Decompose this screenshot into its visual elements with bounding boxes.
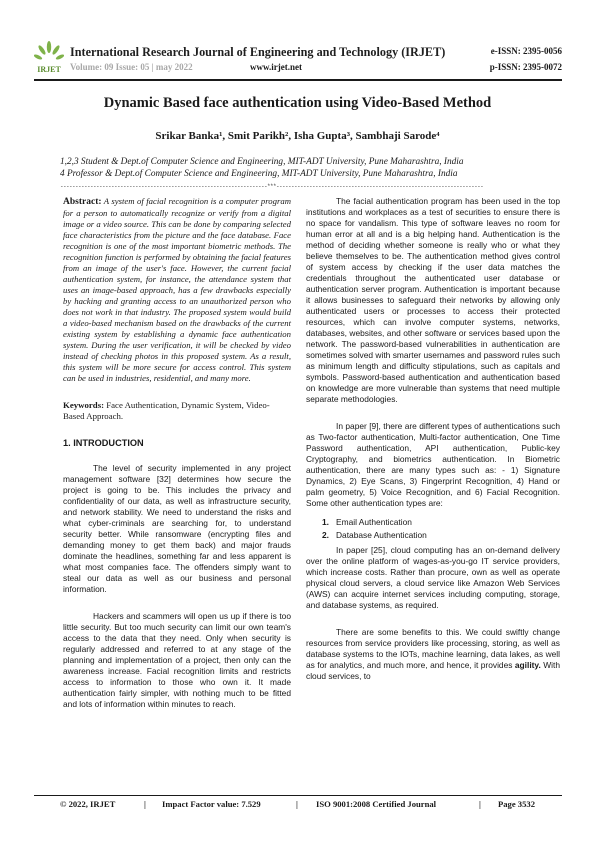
impact-factor: Impact Factor value: 7.529 — [162, 799, 261, 809]
header-divider — [34, 79, 562, 81]
footer-separator: | — [296, 799, 298, 809]
volume-issue: Volume: 09 Issue: 05 | may 2022 — [70, 62, 193, 72]
copyright: © 2022, IRJET — [60, 799, 116, 809]
section-heading-introduction: 1. INTRODUCTION — [63, 438, 144, 448]
footer-separator: | — [144, 799, 146, 809]
left-column — [63, 196, 291, 710]
journal-website: www.irjet.net — [250, 62, 302, 72]
intro-paragraph-1: The level of security implemented in any project management software [32] determines how secure the project is going to be. This includes the privacy and confidentiality of our data, as well as infrastructure security, and network stability. We need to understand the risks and what cyber-criminals are searching for, to understand security better. While ransomware (encrypting files and demanding money to get them back) and major frauds dominate the headlines, something far and less apparent is what most companies face. The offenders simply want to steal our data as well as our business and personal information. — [63, 463, 291, 594]
svg-text:IRJET: IRJET — [37, 65, 61, 74]
irjet-logo — [34, 40, 64, 76]
right-paragraph-2: In paper [9], there are different types of authentications such as Two-factor authentication, Multi-factor authentication, One Time Password authentication, API authentication, Public-key Cryptography, and biometrics authentication. In Biometric authentication, there are many types such as: - 1) Signature Dynamics, 2) Eye Scans, 3) Fingerprint Recognition, 4) Hand or palm geometry, 5) Voice Recognition, and 6) Facial Recognition. Some other authentication types are: — [306, 421, 560, 508]
footer-divider — [34, 795, 562, 796]
paper-title: Dynamic Based face authentication using Video-Based Method — [103, 95, 492, 111]
abstract-label: Abstract: — [63, 197, 102, 207]
right-column — [306, 196, 560, 682]
list-item: 1. Email Authentication — [322, 517, 412, 527]
right-paragraph-3: In paper [25], cloud computing has an on-demand delivery over the online platform of wages-as-you-go IT service providers, which increase costs. Rather than procure, own as well as operate physical cloud servers, a cloud service like Amazon Web Services (AWS) can acquire internet services including computing, storage, and database systems, as required. — [306, 545, 560, 610]
iso-certification: ISO 9001:2008 Certified Journal — [316, 799, 437, 809]
author-list: Srikar Banka¹, Smit Parikh², Isha Gupta³, Sambhaji Sarode⁴ — [155, 130, 440, 142]
intro-paragraph-2: Hackers and scammers will open us up if there is too little security. But too much security can limit our own team's access to the data that they need. Only when security is regularly addressed and referred to at any stage of the planning and implementation of a project, then only can the awareness increase. Facial recognition limits and restricts access to information to those who own it. It made authentication fairly simpler, with nothing much to be fitted and lots of information within minutes to reach. — [63, 611, 291, 709]
section-separator: ---------------------------------------------------------------------***--------------------------------------------------------------------- — [60, 183, 484, 190]
page-footer — [34, 799, 562, 813]
footer-separator: | — [479, 799, 481, 809]
p-issn: p-ISSN: 2395-0072 — [489, 62, 562, 72]
keywords — [63, 400, 291, 422]
journal-header — [34, 40, 562, 80]
right-paragraph-4: There are some benefits to this. We could swiftly change resources from service providers like processing, storing, as well as database systems to the IOTs, machine learning, data lakes, as well as for analytics, and much more, and hence, it provides agility. With cloud services, to — [306, 627, 561, 681]
agility-term: agility. — [514, 660, 541, 670]
auth-type-list — [322, 517, 560, 541]
keywords-label: Keywords: — [63, 400, 105, 410]
abstract — [63, 196, 291, 384]
journal-title: International Research Journal of Engineering and Technology (IRJET) — [70, 45, 446, 59]
abstract-text: A system of facial recognition is a computer program for a person to automatically recognize or verify from a digital image or a video source. This can be done by comparing selected face characteristics from the picture and the face database. Face recognition is one of the most important biometric methods. The recognition function is performed by obtaining the facial features from an image of the user's face. However, the current facial authentication system, for instance, the attendance system that uses an image-based approach, has a few drawbacks especially by hacking and granting access to an unauthorized person who does not work in that industry. The proposed system would build a video-based mechanism based on the drawbacks of the current existing system by establishing a dynamic face authentication system. During the user verification, it will be checked by video instead of checking photos in this proposed system. As a result, this system will be more secure for access control. This system can be used in industries, residential, and many more. — [63, 196, 291, 383]
e-issn: e-ISSN: 2395-0056 — [490, 46, 562, 56]
list-item: 2. Database Authentication — [322, 530, 427, 540]
page-number: Page 3532 — [498, 799, 535, 809]
keywords-text: Face Authentication, Dynamic System, Video-Based Approach. — [63, 400, 270, 421]
affiliation-2: 4 Professor & Dept.of Computer Science and Engineering, MIT-ADT University, Pune Maharashtra, India — [60, 169, 458, 179]
right-paragraph-1: The facial authentication program has been used in the top institutions and workplaces as a test of securities to ensure there is no space for vandalism. This type of software leaves no room for human error at all and is a big helping hand. Authentication is the method of deciding whether someone is really who or what they believe themselves to be. The authentication method gives control of system access by checking if the user data matches the credentials throughout the authenticated user database or authentication server program. Authentication is important because it allows businesses to safeguard their networks by allowing only authenticated users or processes to access their protected resources, which can involve computer systems, networks, databases, websites, and other software or services based upon the network. The password-based vulnerabilities in authentication are sometimes solved with smarter usernames and password rules such as minimum length and difficulty stipulations, such as capitals and symbols. Password-based authentication and authentication based on knowledge are more vulnerable than systems that need multiple separate methodologies. — [306, 196, 560, 404]
affiliation-1: 1,2,3 Student & Dept.of Computer Science and Engineering, MIT-ADT University, Pune Maharashtra, India — [60, 157, 464, 167]
